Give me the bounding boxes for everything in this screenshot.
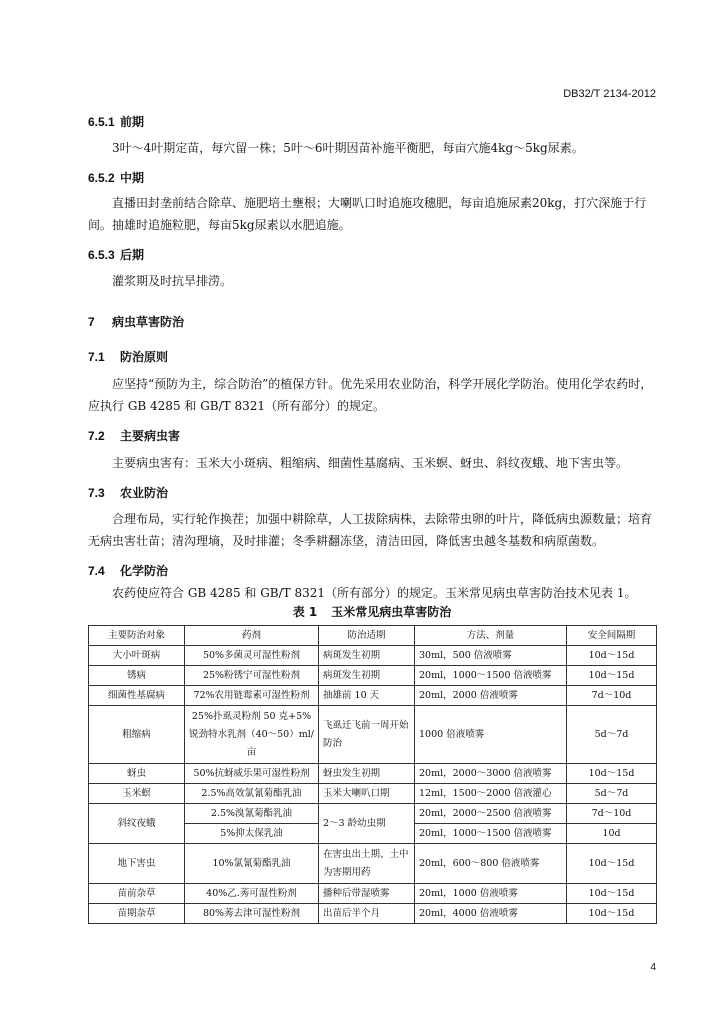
- table-cell: 10%氯氰菊酯乳油: [185, 844, 319, 884]
- table-cell: 病斑发生初期: [319, 646, 415, 666]
- section-heading-6-5-3: [88, 246, 144, 263]
- table-cell: 20ml，2000 倍液喷雾: [415, 686, 567, 706]
- section-number: 7.1: [88, 350, 105, 364]
- table-cell: 大小叶斑病: [89, 646, 185, 666]
- table-cell: 5d～7d: [567, 706, 657, 764]
- table-cell: 2.5%高效氯氰菊酯乳油: [185, 784, 319, 804]
- section-number: 7: [88, 315, 95, 329]
- table-row: [89, 784, 657, 804]
- section-text-6-5-1: 3叶～4叶期定苗，每穴留一株；5叶～6叶期因苗补施平衡肥，每亩穴施4kg～5kg尿素。: [112, 141, 584, 155]
- table-cell: 播种后带湿喷雾: [319, 884, 415, 904]
- section-text-6-5-2: 直播田封垄前结合除草、施肥培土壅根；大喇叭口时追施攻穗肥，每亩追施尿素20kg，打穴深施于行间。抽雄时追施粒肥，每亩5kg尿素以水肥追施。: [88, 196, 647, 232]
- column-header: 安全间隔期: [567, 626, 657, 646]
- table-cell: 蚜虫发生初期: [319, 764, 415, 784]
- section-text-6-5-3: 灌浆期及时抗旱排涝。: [112, 274, 233, 288]
- section-heading-6-5-2: [88, 169, 144, 186]
- table-cell: 25%粉锈宁可湿性粉剂: [185, 666, 319, 686]
- section-title: 中期: [120, 171, 145, 185]
- table-cell: 10d～15d: [567, 884, 657, 904]
- table-cell: 10d～15d: [567, 844, 657, 884]
- table-cell: 出苗后半个月: [319, 904, 415, 924]
- section-title: 病虫草害防治: [112, 315, 185, 329]
- table-cell: 在害虫出土期、土中为害期用药: [319, 844, 415, 884]
- table-cell: 20ml，1000～1500 倍液喷雾: [415, 824, 567, 844]
- table-cell: 蚜虫: [89, 764, 185, 784]
- table-row: [89, 666, 657, 686]
- table-number: 表 1: [292, 605, 318, 619]
- section-number: 6.5.3: [88, 248, 115, 262]
- section-heading-6-5-1: [88, 113, 144, 130]
- table-cell: 20ml，2000～3000 倍液喷雾: [415, 764, 567, 784]
- table-cell: 细菌性基腐病: [89, 686, 185, 706]
- table-cell: 玉米螟: [89, 784, 185, 804]
- table-cell: 50%多菌灵可湿性粉剂: [185, 646, 319, 666]
- table-title: 玉米常见病虫草害防治: [331, 605, 452, 619]
- table-cell: 7d～10d: [567, 686, 657, 706]
- table-cell: 2.5%溴氰菊酯乳油: [185, 804, 319, 824]
- table-cell: 玉米大喇叭口期: [319, 784, 415, 804]
- section-text-7-2: 主要病虫害有：玉米大小斑病、粗缩病、细菌性基腐病、玉米螟、蚜虫、斜纹夜蛾、地下害虫等。: [112, 456, 629, 470]
- table-cell: 7d～10d: [567, 804, 657, 824]
- table-cell: 5%抑太保乳油: [185, 824, 319, 844]
- table-cell: 10d～15d: [567, 764, 657, 784]
- section-title: 防治原则: [120, 350, 169, 364]
- table-caption: [88, 603, 656, 620]
- section-number: 7.2: [88, 429, 105, 443]
- table-cell: 病斑发生初期: [319, 666, 415, 686]
- section-number: 6.5.1: [88, 115, 115, 129]
- table-cell: 20ml，2000～2500 倍液喷雾: [415, 804, 567, 824]
- table-cell: 20ml，1000 倍液喷雾: [415, 884, 567, 904]
- table-cell: 地下害虫: [89, 844, 185, 884]
- section-heading-7-2: [88, 427, 180, 444]
- document-code: DB32/T 2134-2012: [563, 88, 656, 100]
- table-row: [89, 804, 657, 824]
- section-number: 6.5.2: [88, 171, 115, 185]
- table-cell: 5d～7d: [567, 784, 657, 804]
- page-number: 4: [650, 962, 656, 973]
- section-title: 后期: [120, 248, 145, 262]
- table-cell: 2～3 龄幼虫期: [319, 804, 415, 844]
- table-cell: 10d～15d: [567, 646, 657, 666]
- table-cell: 20ml，4000 倍液喷雾: [415, 904, 567, 924]
- table-cell: 10d: [567, 824, 657, 844]
- section-title: 化学防治: [120, 564, 169, 578]
- table-cell: 20ml，600～800 倍液喷雾: [415, 844, 567, 884]
- table-cell: 苗前杂草: [89, 884, 185, 904]
- section-text-7-1: 应坚持“预防为主，综合防治”的植保方针。优先采用农业防治，科学开展化学防治。使用化学农药时，应执行 GB 4285 和 GB/T 8321（所有部分）的规定。: [88, 377, 653, 413]
- section-heading-7-3: [88, 484, 168, 501]
- table-cell: 苗期杂草: [89, 904, 185, 924]
- table-cell: 抽雄前 10 天: [319, 686, 415, 706]
- section-text-7-3: 合理布局，实行轮作换茬；加强中耕除草，人工拔除病株，去除带虫卵的叶片，降低病虫源数量；培育无病虫害壮苗；清沟理墒，及时排灌；冬季耕翻冻垡，清洁田园，降低害虫越冬基数和病原菌数。: [88, 512, 653, 548]
- table-cell: 10d～15d: [567, 666, 657, 686]
- column-header: 药剂: [185, 626, 319, 646]
- section-title: 农业防治: [120, 486, 169, 500]
- table-cell: 飞虱迁飞前一周开始防治: [319, 706, 415, 764]
- section-heading-7-4: [88, 562, 168, 579]
- section-number: 7.3: [88, 486, 105, 500]
- table-cell: 10d～15d: [567, 904, 657, 924]
- table-cell: 40%乙.莠可湿性粉剂: [185, 884, 319, 904]
- table-cell: 50%抗蚜威乐果可湿性粉剂: [185, 764, 319, 784]
- table-cell: 粗缩病: [89, 706, 185, 764]
- table-row: [89, 844, 657, 884]
- table-cell: 1000 倍液喷雾: [415, 706, 567, 764]
- section-heading-7-1: [88, 348, 168, 365]
- table-row: [89, 706, 657, 764]
- section-text-7-4: 农药使应符合 GB 4285 和 GB/T 8321（所有部分）的规定。玉米常见病虫草害防治技术见表 1。: [112, 586, 637, 600]
- table-row: [89, 884, 657, 904]
- pest-control-table: [88, 625, 657, 924]
- table-cell: 30ml，500 倍液喷雾: [415, 646, 567, 666]
- table-header-row: [89, 626, 657, 646]
- section-title: 前期: [120, 115, 145, 129]
- table-cell: 80%莠去津可湿性粉剂: [185, 904, 319, 924]
- table-row: [89, 764, 657, 784]
- column-header: 方法、剂量: [415, 626, 567, 646]
- column-header: 主要防治对象: [89, 626, 185, 646]
- table-cell: 72%农用链霉素可湿性粉剂: [185, 686, 319, 706]
- section-heading-7: [88, 313, 184, 330]
- table-cell: 20ml，1000～1500 倍液喷雾: [415, 666, 567, 686]
- table-row: [89, 646, 657, 666]
- table-row: [89, 904, 657, 924]
- table-cell: 斜纹夜蛾: [89, 804, 185, 844]
- table-cell: 锈病: [89, 666, 185, 686]
- column-header: 防治适期: [319, 626, 415, 646]
- table-row: [89, 686, 657, 706]
- table-cell: 12ml，1500～2000 倍液灌心: [415, 784, 567, 804]
- section-number: 7.4: [88, 564, 105, 578]
- section-title: 主要病虫害: [120, 429, 181, 443]
- table-cell: 25%扑虱灵粉剂 50 克+5%锐劲特水乳剂（40～50）ml/亩: [185, 706, 319, 764]
